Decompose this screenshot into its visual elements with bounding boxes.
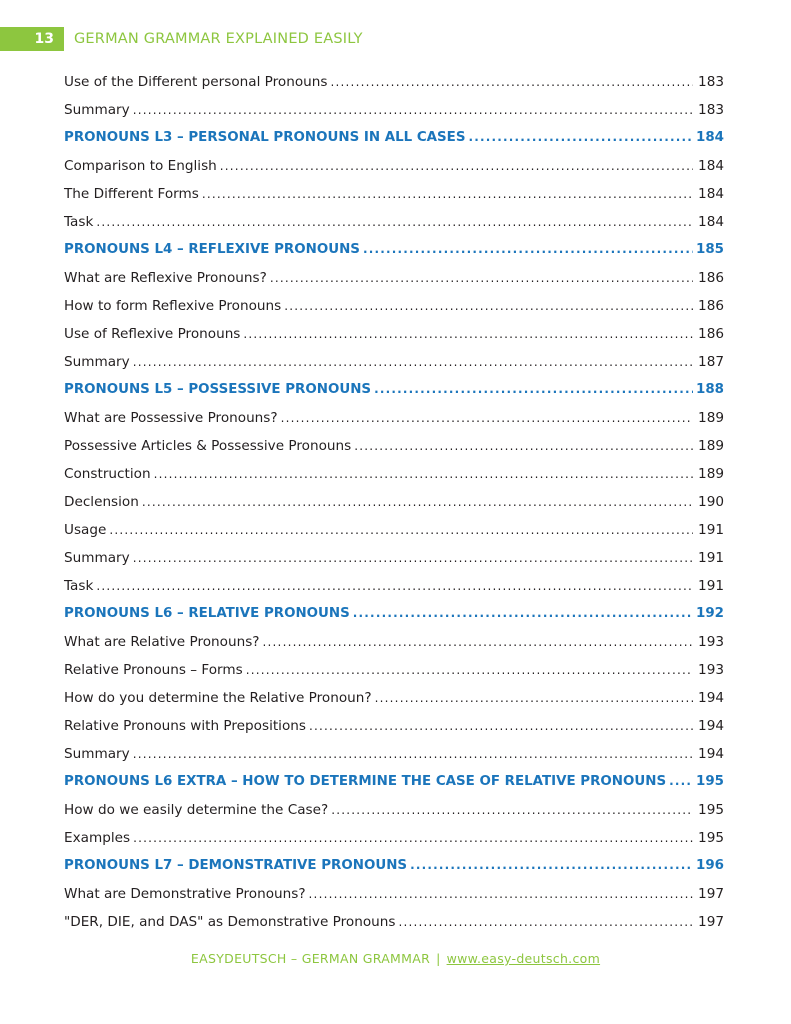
toc-entry[interactable] [64, 662, 724, 690]
toc-entry-title: PRONOUNS L6 EXTRA – HOW TO DETERMINE THE CASE OF RELATIVE PRONOUNS [64, 774, 667, 789]
toc-entry[interactable] [64, 326, 724, 354]
toc-entry[interactable] [64, 718, 724, 746]
toc-entry-title: PRONOUNS L3 – PERSONAL PRONOUNS IN ALL CASES [64, 130, 466, 145]
toc-entry-page: 187 [698, 354, 724, 370]
toc-dot-leader [133, 747, 693, 761]
toc-entry-title: The Different Forms [64, 186, 199, 202]
toc-entry-page: 194 [698, 718, 724, 734]
toc-dot-leader [96, 215, 693, 229]
toc-entry-page: 188 [696, 382, 724, 397]
toc-chapter-entry[interactable] [64, 130, 724, 158]
toc-dot-leader [410, 858, 693, 872]
toc-dot-leader [133, 355, 693, 369]
toc-dot-leader [246, 663, 693, 677]
toc-entry-page: 184 [696, 130, 724, 145]
toc-dot-leader [309, 719, 693, 733]
toc-entry-page: 189 [698, 438, 724, 454]
toc-entry[interactable] [64, 270, 724, 298]
toc-entry[interactable] [64, 158, 724, 186]
toc-entry-title: Summary [64, 102, 130, 118]
toc-entry-title: What are Demonstrative Pronouns? [64, 886, 306, 902]
toc-entry[interactable] [64, 578, 724, 606]
toc-entry-title: What are Reflexive Pronouns? [64, 270, 267, 286]
toc-dot-leader [375, 691, 693, 705]
toc-dot-leader [353, 606, 693, 620]
page-header [0, 27, 363, 51]
toc-entry[interactable] [64, 746, 724, 774]
toc-entry-title: Comparison to English [64, 158, 217, 174]
toc-chapter-entry[interactable] [64, 774, 724, 802]
toc-entry-page: 193 [698, 662, 724, 678]
toc-entry-title: Task [64, 214, 94, 230]
toc-dot-leader [354, 439, 693, 453]
toc-entry-page: 196 [696, 858, 724, 873]
toc-entry-title: Usage [64, 522, 107, 538]
toc-entry-title: PRONOUNS L4 – REFLEXIVE PRONOUNS [64, 242, 360, 257]
toc-entry[interactable] [64, 494, 724, 522]
toc-entry-page: 186 [698, 298, 724, 314]
toc-entry-page: 186 [698, 270, 724, 286]
toc-entry-title: "DER, DIE, and DAS" as Demonstrative Pronouns [64, 914, 396, 930]
toc-dot-leader [468, 130, 693, 144]
toc-entry-page: 195 [698, 802, 724, 818]
toc-dot-leader [669, 774, 693, 788]
toc-entry-page: 192 [696, 606, 724, 621]
toc-entry[interactable] [64, 914, 724, 942]
toc-entry[interactable] [64, 466, 724, 494]
toc-entry-title: Possessive Articles & Possessive Pronouns [64, 438, 352, 454]
toc-chapter-entry[interactable] [64, 382, 724, 410]
toc-entry-title: Construction [64, 466, 151, 482]
toc-dot-leader [309, 887, 693, 901]
toc-entry[interactable] [64, 410, 724, 438]
toc-entry-title: What are Relative Pronouns? [64, 634, 260, 650]
toc-entry-title: Relative Pronouns with Prepositions [64, 718, 306, 734]
toc-entry-page: 197 [698, 886, 724, 902]
toc-entry-page: 191 [698, 522, 724, 538]
toc-entry[interactable] [64, 522, 724, 550]
toc-entry-page: 185 [696, 242, 724, 257]
toc-entry[interactable] [64, 214, 724, 242]
running-title: GERMAN GRAMMAR EXPLAINED EASILY [74, 31, 363, 47]
toc-dot-leader [270, 271, 693, 285]
toc-dot-leader [154, 467, 693, 481]
toc-entry-page: 183 [698, 102, 724, 118]
toc-dot-leader [331, 75, 694, 89]
toc-entry-page: 195 [696, 774, 724, 789]
toc-entry-page: 194 [698, 746, 724, 762]
toc-entry-page: 184 [698, 158, 724, 174]
toc-dot-leader [363, 242, 693, 256]
toc-dot-leader [281, 411, 693, 425]
toc-chapter-entry[interactable] [64, 242, 724, 270]
toc-entry-page: 190 [698, 494, 724, 510]
toc-entry-page: 184 [698, 186, 724, 202]
toc-entry-title: How to form Reflexive Pronouns [64, 298, 282, 314]
footer-text: EASYDEUTSCH – GERMAN GRAMMAR [190, 951, 431, 966]
toc-entry[interactable] [64, 354, 724, 382]
toc-entry-title: Summary [64, 746, 130, 762]
toc-entry-title: How do you determine the Relative Pronoun? [64, 690, 372, 706]
toc-dot-leader [284, 299, 693, 313]
toc-entry-title: Summary [64, 354, 130, 370]
footer-website-link[interactable]: www.easy-deutsch.com [446, 951, 601, 966]
toc-entry-page: 183 [698, 74, 724, 90]
toc-dot-leader [142, 495, 693, 509]
toc-dot-leader [133, 103, 693, 117]
toc-dot-leader [263, 635, 693, 649]
footer-separator: | [436, 951, 441, 966]
toc-entry[interactable] [64, 74, 724, 102]
toc-dot-leader [202, 187, 693, 201]
toc-entry[interactable] [64, 886, 724, 914]
toc-chapter-entry[interactable] [64, 606, 724, 634]
toc-entry-page: 191 [698, 578, 724, 594]
toc-entry-page: 191 [698, 550, 724, 566]
toc-entry[interactable] [64, 102, 724, 130]
toc-dot-leader [220, 159, 693, 173]
toc-entry-title: PRONOUNS L5 – POSSESSIVE PRONOUNS [64, 382, 372, 397]
toc-entry-title: Task [64, 578, 94, 594]
toc-entry-title: Use of the Different personal Pronouns [64, 74, 328, 90]
toc-entry-title: PRONOUNS L7 – DEMONSTRATIVE PRONOUNS [64, 858, 408, 873]
toc-entry[interactable] [64, 438, 724, 466]
toc-entry[interactable] [64, 690, 724, 718]
toc-entry-title: Use of Reflexive Pronouns [64, 326, 241, 342]
toc-dot-leader [109, 523, 693, 537]
toc-entry-title: PRONOUNS L6 – RELATIVE PRONOUNS [64, 606, 350, 621]
toc-entry[interactable] [64, 802, 724, 830]
page-footer [0, 951, 791, 966]
toc-entry-page: 186 [698, 326, 724, 342]
toc-dot-leader [374, 382, 693, 396]
toc-dot-leader [331, 803, 693, 817]
toc-dot-leader [243, 327, 693, 341]
toc-dot-leader [133, 551, 693, 565]
table-of-contents [64, 74, 724, 942]
toc-entry-page: 194 [698, 690, 724, 706]
toc-entry-title: What are Possessive Pronouns? [64, 410, 278, 426]
toc-entry[interactable] [64, 186, 724, 214]
toc-dot-leader [96, 579, 693, 593]
toc-entry[interactable] [64, 830, 724, 858]
toc-entry-page: 195 [698, 830, 724, 846]
toc-entry-page: 184 [698, 214, 724, 230]
toc-entry-title: Summary [64, 550, 130, 566]
toc-dot-leader [398, 915, 693, 929]
toc-dot-leader [133, 831, 693, 845]
toc-entry-title: How do we easily determine the Case? [64, 802, 329, 818]
toc-entry[interactable] [64, 634, 724, 662]
toc-entry-page: 193 [698, 634, 724, 650]
toc-entry-page: 189 [698, 466, 724, 482]
toc-entry-title: Examples [64, 830, 131, 846]
toc-entry[interactable] [64, 550, 724, 578]
toc-entry-title: Declension [64, 494, 139, 510]
toc-entry[interactable] [64, 298, 724, 326]
toc-entry-page: 189 [698, 410, 724, 426]
page-number: 13 [0, 27, 64, 51]
toc-entry-page: 197 [698, 914, 724, 930]
toc-entry-title: Relative Pronouns – Forms [64, 662, 243, 678]
toc-chapter-entry[interactable] [64, 858, 724, 886]
